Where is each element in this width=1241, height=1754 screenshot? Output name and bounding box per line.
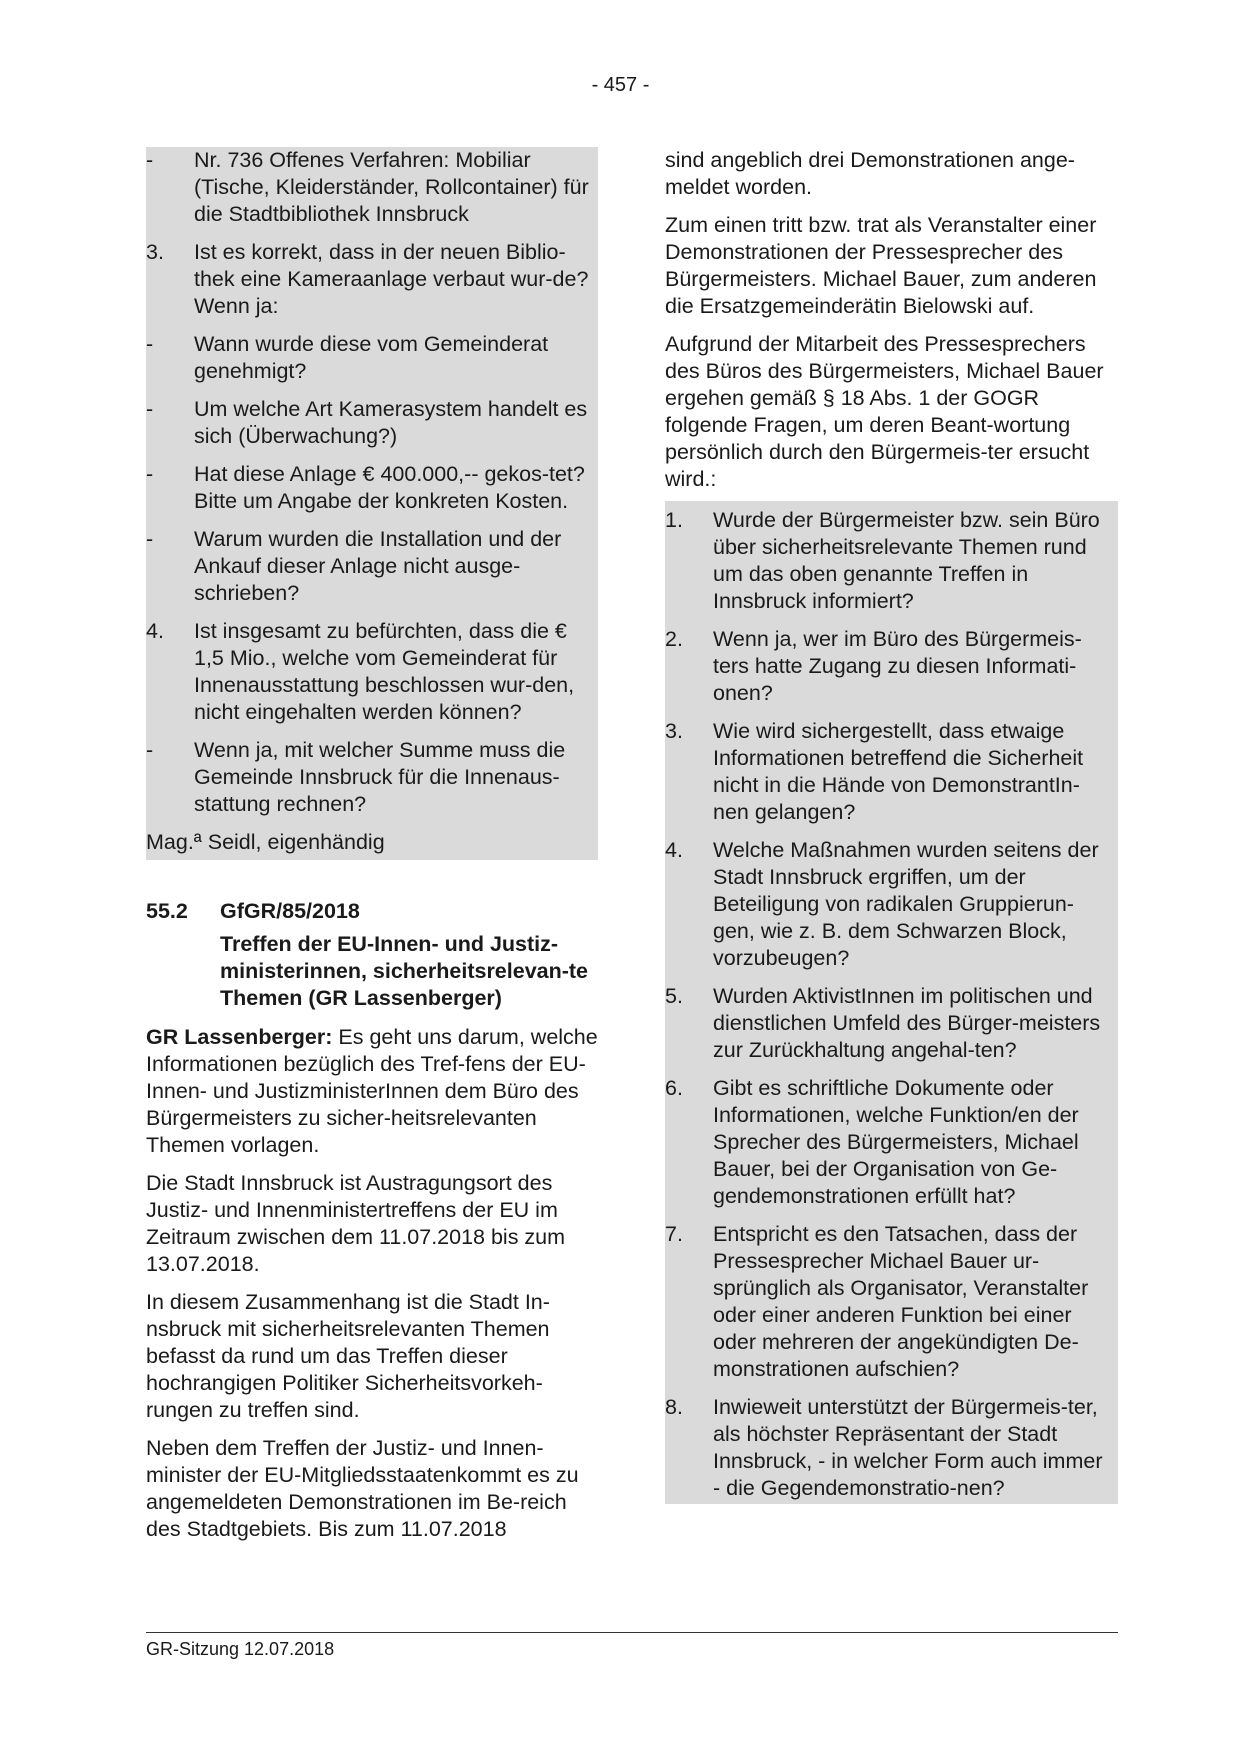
- right-column: [665, 147, 1118, 1504]
- footer-text: GR-Sitzung 12.07.2018: [146, 1639, 335, 1659]
- body-paragraph: Die Stadt Innsbruck ist Austragungsort des Justiz- und Innenministertreffens der EU im Zeitraum zwischen dem 11.07.2018 bis zum 13.07.2018.: [146, 1171, 566, 1276]
- question-text: Wurden AktivistInnen im politischen und dienstlichen Umfeld des Bürger-meisters zur Zurückhaltung angehal-ten?: [713, 984, 1101, 1062]
- list-item-text: Warum wurden die Installation und der Ankauf dieser Anlage nicht ausge-schrieben?: [194, 527, 562, 605]
- list-marker: 3.: [146, 240, 164, 264]
- question-text: Wenn ja, wer im Büro des Bürgermeis-ters hatte Zugang zu diesen Informati-onen?: [713, 627, 1082, 705]
- page-number: - 457 -: [591, 74, 650, 96]
- question-item: [665, 1075, 1114, 1210]
- section-code: GfGR/85/2018: [220, 899, 360, 923]
- question-item: [665, 626, 1114, 707]
- list-marker: -: [146, 397, 154, 421]
- question-text: Wurde der Bürgermeister bzw. sein Büro über sicherheitsrelevante Themen rund um das oben genannte Treffen in Innsbruck informiert?: [713, 508, 1100, 613]
- question-number: 5.: [665, 984, 683, 1008]
- list-item: [146, 147, 598, 228]
- section-title: Treffen der EU-Innen- und Justiz-ministerinnen, sicherheitsrelevan-te Themen (GR Lassenberger): [220, 932, 589, 1010]
- list-item: [146, 526, 598, 607]
- question-text: Gibt es schriftliche Dokumente oder Informationen, welche Funktion/en der Sprecher des Bürgermeisters, Michael Bauer, bei der Organisation von Ge-gendemonstrationen erfüllt hat?: [713, 1076, 1079, 1208]
- question-number: 1.: [665, 508, 683, 532]
- body-paragraph: sind angeblich drei Demonstrationen ange-meldet worden.: [665, 148, 1075, 199]
- signature: Mag.ª Seidl, eigenhändig: [146, 830, 385, 854]
- list-item-text: Wann wurde diese vom Gemeinderat genehmigt?: [194, 332, 549, 383]
- list-marker: -: [146, 527, 154, 551]
- question-item: [665, 983, 1114, 1064]
- question-number: 2.: [665, 627, 683, 651]
- body-paragraph: In diesem Zusammenhang ist die Stadt In-nsbruck mit sicherheitsrelevanten Themen befasst da rund um das Treffen dieser hochrangigen Politiker Sicherheitsvorkeh-rungen zu treffen sind.: [146, 1290, 550, 1422]
- list-marker: -: [146, 148, 154, 172]
- question-item: [665, 718, 1114, 826]
- list-item-text: Ist es korrekt, dass in der neuen Biblio-thek eine Kameraanlage verbaut wur-de? Wenn ja:: [194, 240, 589, 318]
- left-question-block: [146, 147, 598, 860]
- question-item: [665, 1221, 1114, 1383]
- speaker-name: GR Lassenberger:: [146, 1025, 333, 1049]
- left-column: [146, 147, 598, 1554]
- body-paragraph: Zum einen tritt bzw. trat als Veranstalter einer Demonstrationen der Pressesprecher des Bürgermeisters. Michael Bauer, zum anderen die Ersatzgemeinderätin Bielowski auf.: [665, 213, 1097, 318]
- body-paragraph: Neben dem Treffen der Justiz- und Innen-minister der EU-Mitgliedsstaatenkommt es zu angemeldeten Demonstrationen im Be-reich des Stadtgebiets. Bis zum 11.07.2018: [146, 1436, 579, 1541]
- list-marker: -: [146, 332, 154, 356]
- question-text: Welche Maßnahmen wurden seitens der Stadt Innsbruck ergriffen, um der Beteiligung von radikalen Gruppierun-gen, wie z. B. dem Schwarzen Block, vorzubeugen?: [713, 838, 1099, 970]
- list-item: [146, 331, 598, 385]
- section-number: 55.2: [146, 899, 188, 923]
- question-item: [665, 507, 1114, 615]
- list-item-text: Nr. 736 Offenes Verfahren: Mobiliar (Tische, Kleiderständer, Rollcontainer) für die Stadtbibliothek Innsbruck: [194, 148, 589, 226]
- footer-rule: [146, 1632, 1118, 1633]
- question-number: 8.: [665, 1395, 683, 1419]
- question-number: 6.: [665, 1076, 683, 1100]
- list-item: [146, 239, 598, 320]
- question-item: [665, 837, 1114, 972]
- question-number: 4.: [665, 838, 683, 862]
- list-item-text: Um welche Art Kamerasystem handelt es sich (Überwachung?): [194, 397, 588, 448]
- list-marker: 4.: [146, 619, 164, 643]
- speaker-text: Es geht uns darum, welche Informationen bezüglich des Tref-fens der EU-Innen- und JustizministerInnen dem Büro des Bürgermeisters zu sicher-heitsrelevanten Themen vorlagen.: [146, 1025, 598, 1157]
- question-text: Entspricht es den Tatsachen, dass der Pressesprecher Michael Bauer ur-sprünglich als Organisator, Veranstalter oder einer anderen Funktion bei einer oder mehreren der angekündigten De-monstrationen aufschien?: [713, 1222, 1089, 1381]
- list-item-text: Hat diese Anlage € 400.000,-- gekos-tet? Bitte um Angabe der konkreten Kosten.: [194, 462, 585, 513]
- question-text: Inwieweit unterstützt der Bürgermeis-ter, als höchster Repräsentant der Stadt Innsbruck, - in welcher Form auch immer - die Gegendemonstratio-nen?: [713, 1395, 1103, 1500]
- list-item-text: Ist insgesamt zu befürchten, dass die € 1,5 Mio., welche vom Gemeinderat für Innenausstattung beschlossen wur-den, nicht eingehalten werden können?: [194, 619, 575, 724]
- body-paragraph: Aufgrund der Mitarbeit des Pressesprechers des Büros des Bürgermeisters, Michael Bauer ergehen gemäß § 18 Abs. 1 der GOGR folgende Fragen, um deren Beant-wortung persönlich durch den Bürgermeis-ter ersucht wird.:: [665, 332, 1104, 491]
- question-number: 3.: [665, 719, 683, 743]
- list-item: [146, 396, 598, 450]
- right-question-block: [665, 501, 1118, 1504]
- question-number: 7.: [665, 1222, 683, 1246]
- list-item: [146, 737, 598, 818]
- section-heading: [146, 898, 598, 925]
- list-marker: -: [146, 462, 154, 486]
- list-item: [146, 618, 598, 726]
- list-item-text: Wenn ja, mit welcher Summe muss die Gemeinde Innsbruck für die Innenaus-stattung rechnen?: [194, 738, 566, 816]
- question-text: Wie wird sichergestellt, dass etwaige Informationen betreffend die Sicherheit nicht in die Hände von DemonstrantIn-nen gelangen?: [713, 719, 1084, 824]
- list-marker: -: [146, 738, 154, 762]
- list-item: [146, 461, 598, 515]
- speaker-paragraph: [146, 1024, 598, 1159]
- spacer: [146, 860, 598, 898]
- question-item: [665, 1394, 1114, 1502]
